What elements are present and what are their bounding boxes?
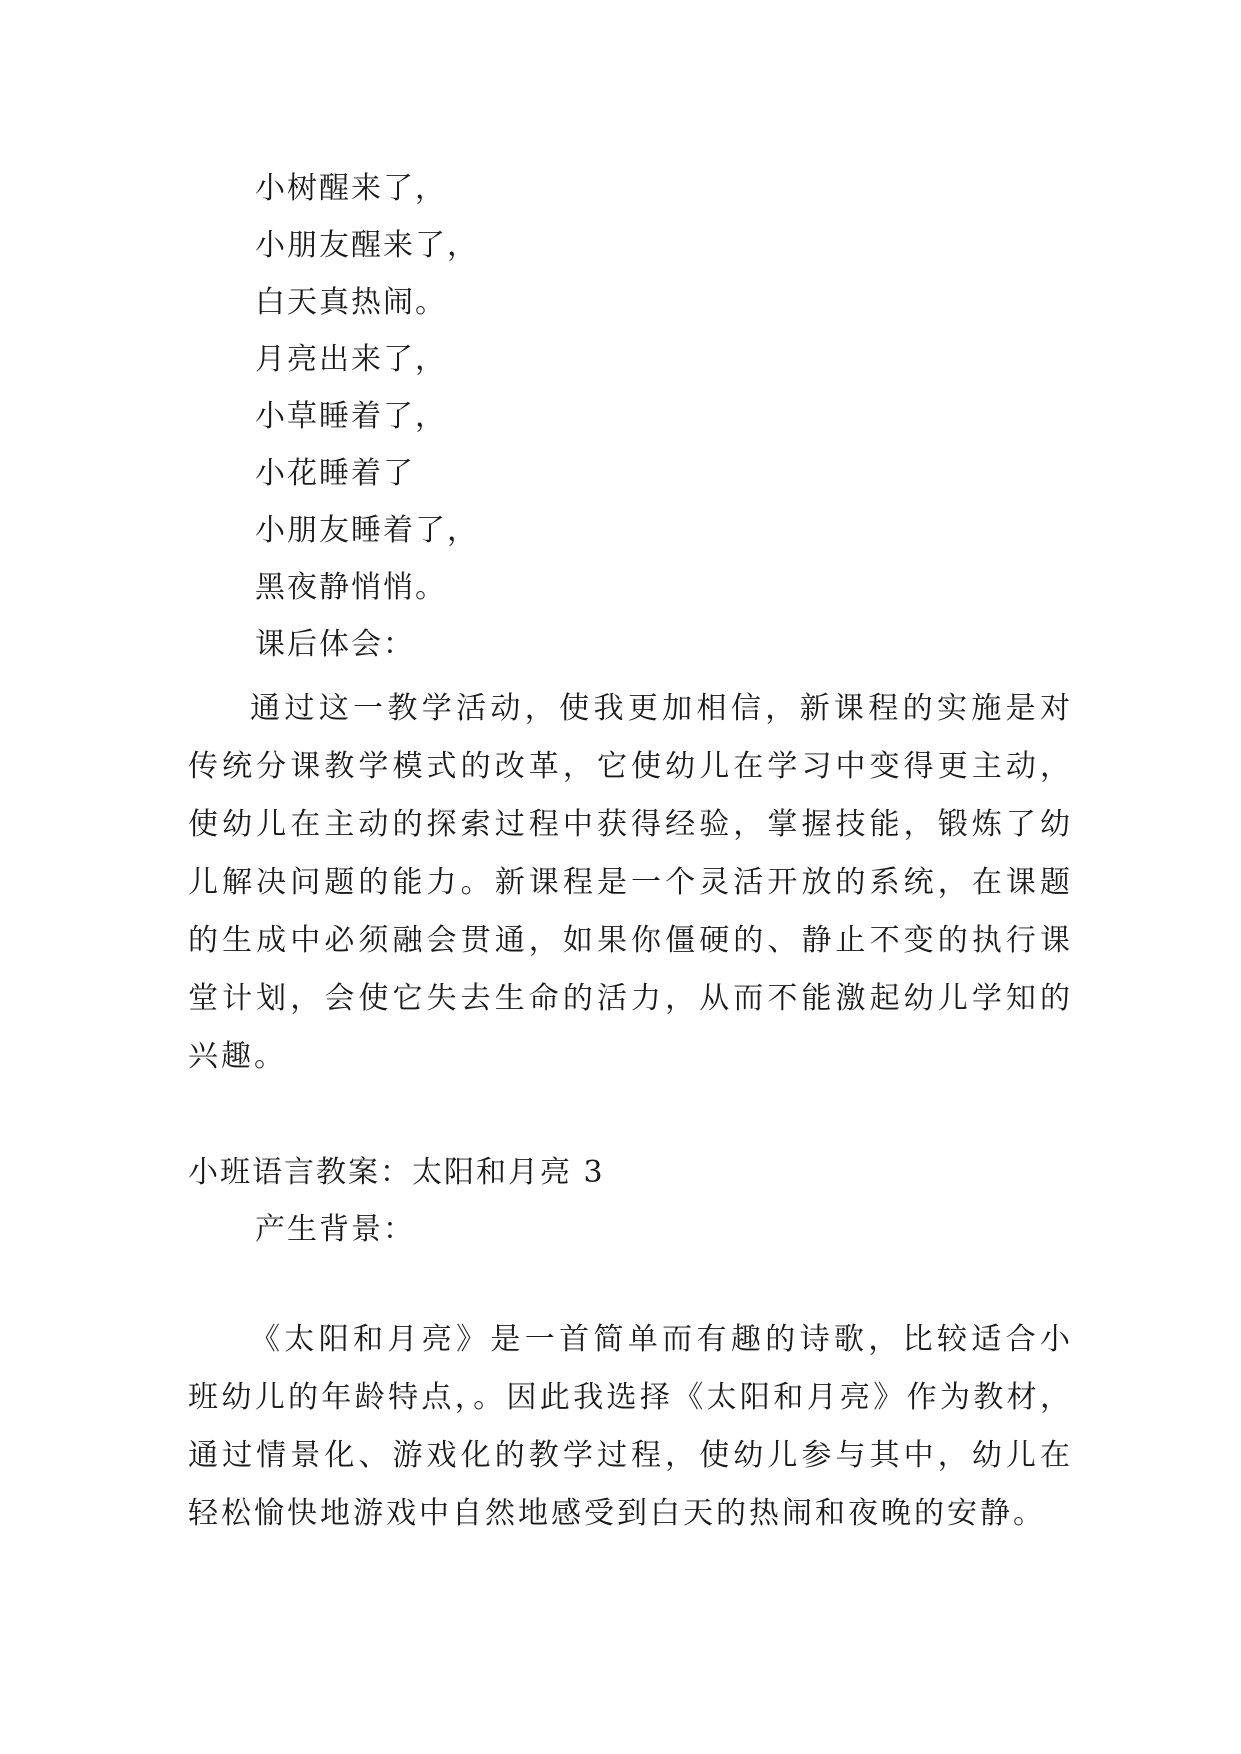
poem-line: 小朋友醒来了， (255, 228, 479, 263)
poem-line: 小草睡着了， (255, 399, 447, 434)
section-title: 小班语言教案：太阳和月亮 3 (188, 1155, 605, 1190)
poem-line: 小朋友睡着了， (255, 513, 479, 548)
poem-line: 月亮出来了， (255, 342, 447, 377)
poem-line: 黑夜静悄悄。 (255, 570, 447, 605)
poem-line: 小树醒来了， (255, 171, 447, 206)
poem-line: 白天真热闹。 (255, 285, 447, 320)
reflection-paragraph: 通过这一教学活动，使我更加相信，新课程的实施是对传统分课教学模式的改革，它使幼儿在学习中变得更主动，使幼儿在主动的探索过程中获得经验，掌握技能，锻炼了幼儿解决问题的能力。新课程是一个灵活开放的系统，在课题的生成中必须融会贯通，如果你僵硬的、静止不变的执行课堂计划，会使它失去生命的活力，从而不能激起幼儿学知的兴趣。 (188, 691, 1073, 1074)
poem-line: 小花睡着了 (255, 456, 415, 491)
reflection-heading: 课后体会： (255, 627, 415, 662)
background-paragraph: 《太阳和月亮》是一首简单而有趣的诗歌，比较适合小班幼儿的年龄特点，。因此我选择《太阳和月亮》作为教材，通过情景化、游戏化的教学过程，使幼儿参与其中，幼儿在轻松愉快地游戏中自然地感受到白天的热闹和夜晚的安静。 (188, 1322, 1073, 1531)
section-subheading: 产生背景： (255, 1212, 415, 1247)
